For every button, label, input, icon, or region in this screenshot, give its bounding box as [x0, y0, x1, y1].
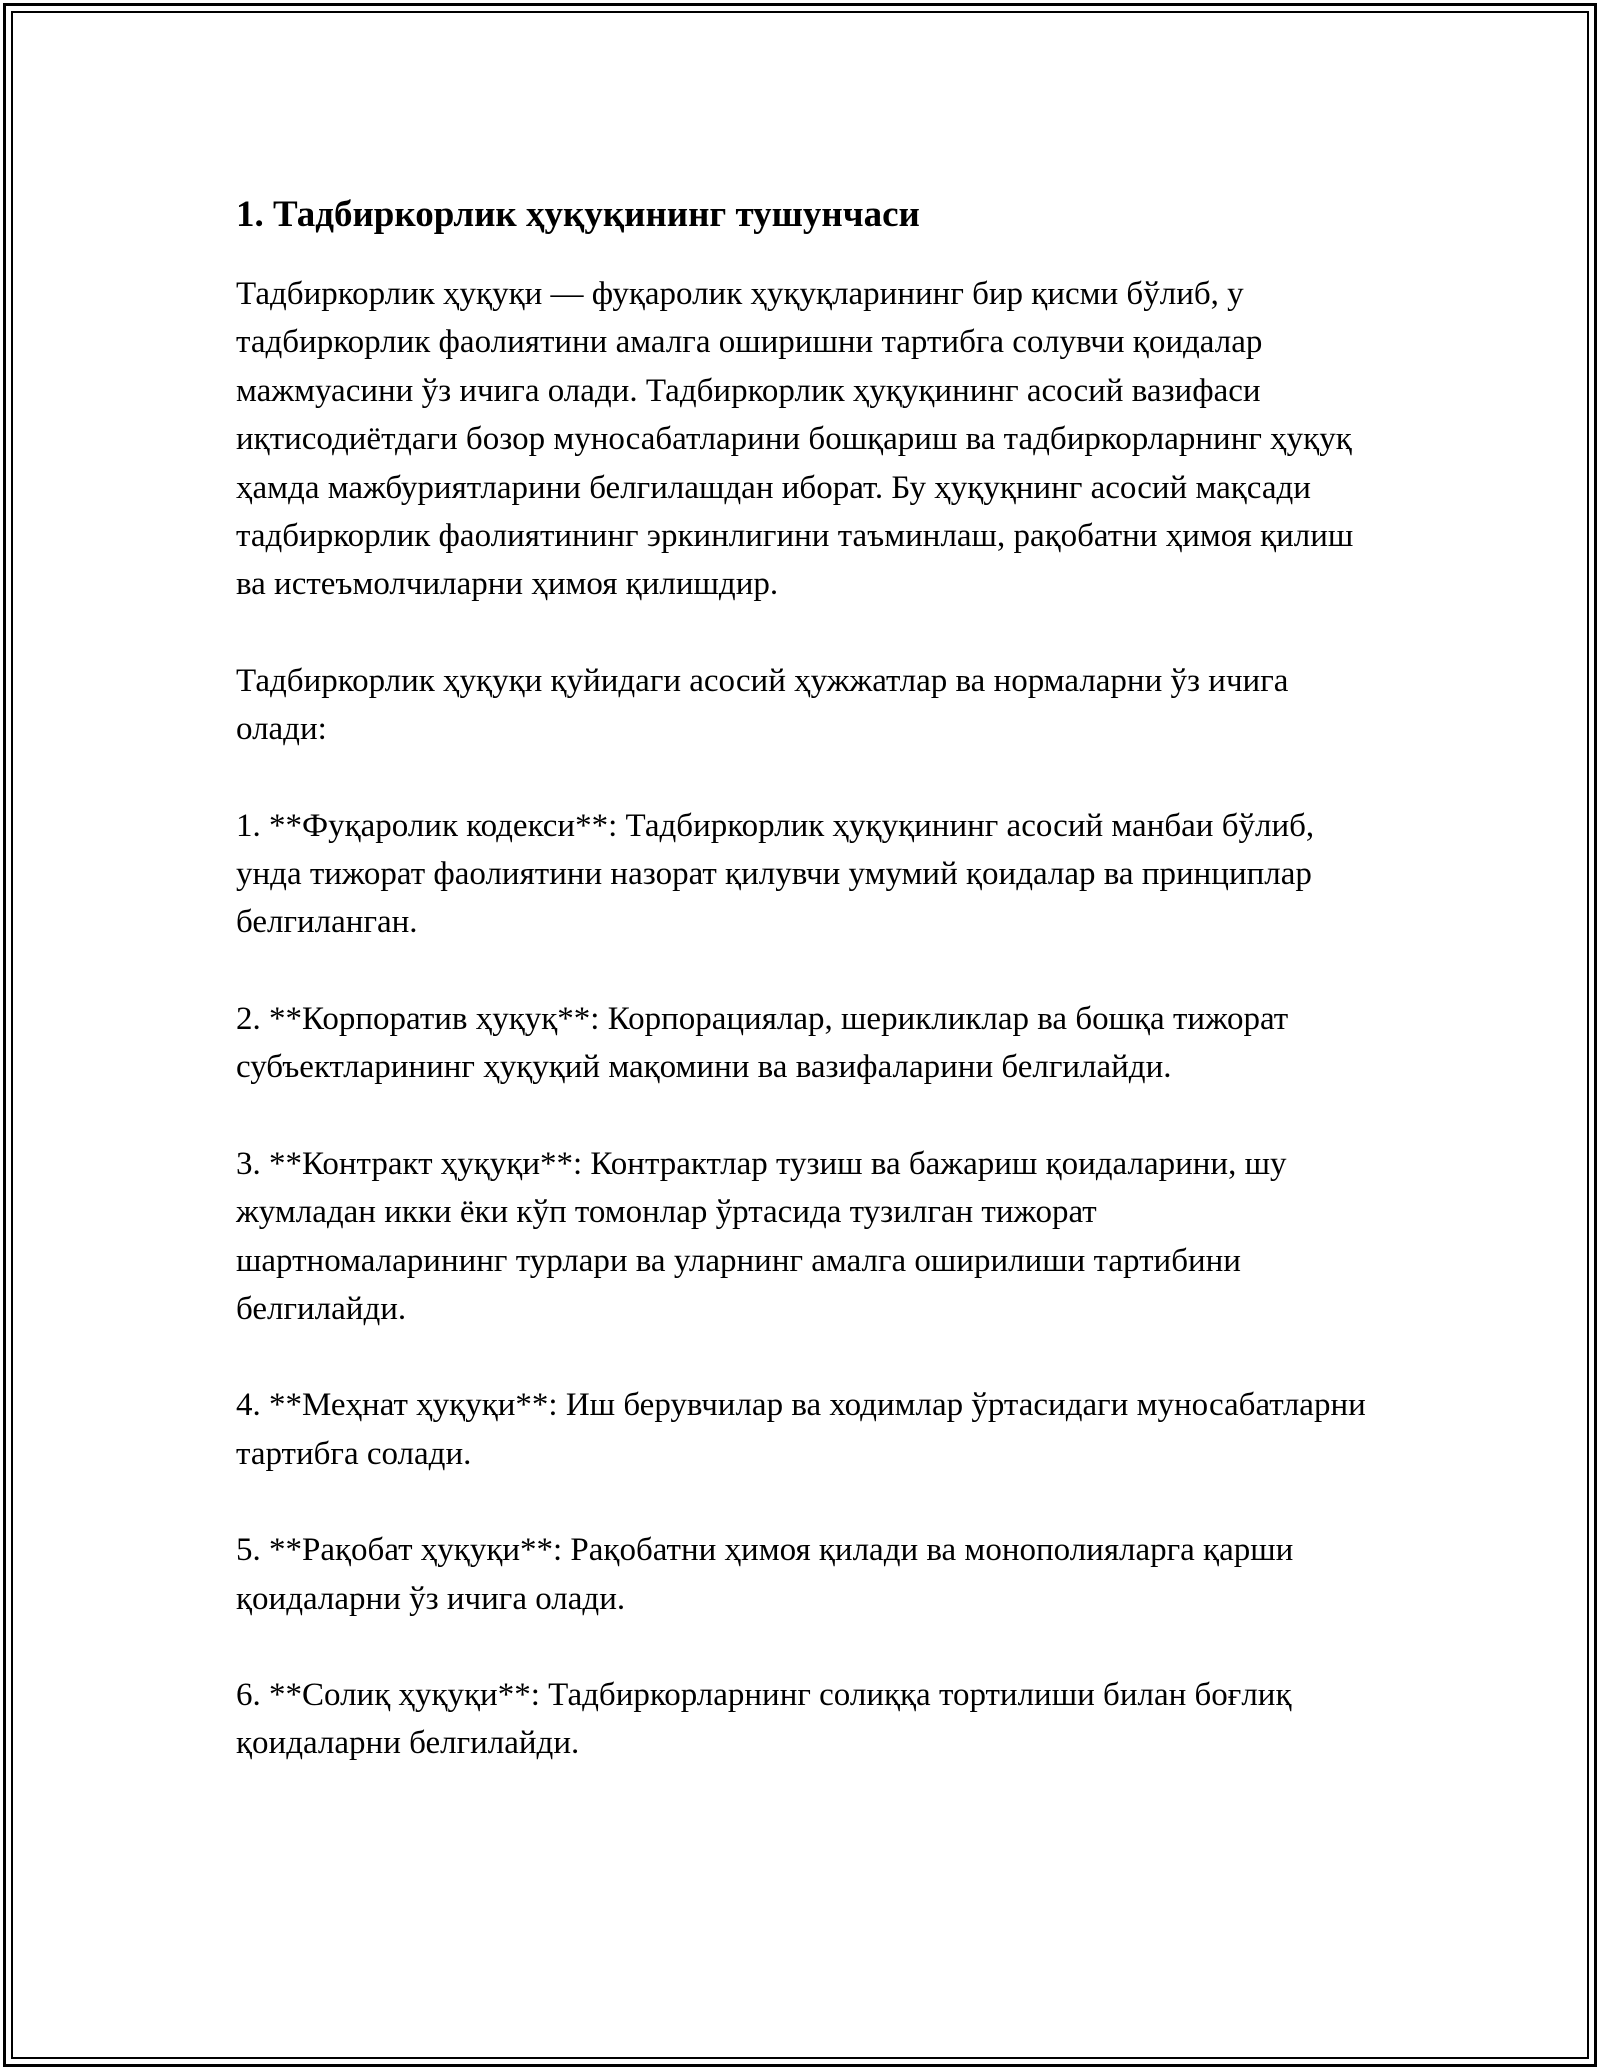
- intro-paragraph: Тадбиркорлик ҳуқуқи — фуқаролик ҳуқуқларининг бир қисми бўлиб, у тадбиркорлик фаолиятини амалга оширишни тартибга солувчи қоидалар мажмуасини ўз ичига олади. Тадбиркорлик ҳуқуқининг асосий вазифаси иқтисодиётдаги бозор муносабатларини бошқариш ва тадбиркорларнинг ҳуқуқ ҳамда мажбуриятларини белгилашдан иборат. Бу ҳуқуқнинг асосий мақсади тадбиркорлик фаолиятининг эркинлигини таъминлаш, рақобатни ҳимоя қилиш ва истеъмолчиларни ҳимоя қилишдир.: [236, 276, 1354, 603]
- list-intro-paragraph: Тадбиркорлик ҳуқуқи қуйидаги асосий ҳужжатлар ва нормаларни ўз ичига олади:: [236, 662, 1289, 748]
- list-item: 1. **Фуқаролик кодекси**: Тадбиркорлик ҳуқуқининг асосий манбаи бўлиб, унда тижорат фаолиятини назорат қилувчи умумий қоидалар ва принциплар белгиланган.: [236, 807, 1315, 941]
- document-title: 1. Тадбиркорлик ҳуқуқининг тушунчаси: [236, 194, 920, 235]
- list-item: 5. **Рақобат ҳуқуқи**: Рақобатни ҳимоя қилади ва монополияларга қарши қоидаларни ўз ичига олади.: [236, 1532, 1294, 1617]
- document-body: [236, 186, 1376, 1816]
- list-item: 3. **Контракт ҳуқуқи**: Контрактлар тузиш ва бажариш қоидаларини, шу жумладан икки ёки кўп томонлар ўртасида тузилган тижорат шартномаларининг турлари ва уларнинг амалга оширилиши тартибини белгилайди.: [236, 1145, 1287, 1327]
- list-item: 2. **Корпоратив ҳуқуқ**: Корпорациялар, шерикликлар ва бошқа тижорат субъектларининг ҳуқуқий мақомини ва вазифаларини белгилайди.: [236, 1000, 1289, 1086]
- list-item: 4. **Меҳнат ҳуқуқи**: Иш берувчилар ва ходимлар ўртасидаги муносабатларни тартибга солади.: [236, 1387, 1366, 1472]
- list-item: 6. **Солиқ ҳуқуқи**: Тадбиркорларнинг солиққа тортилиши билан боғлиқ қоидаларни белгилайди.: [236, 1676, 1292, 1762]
